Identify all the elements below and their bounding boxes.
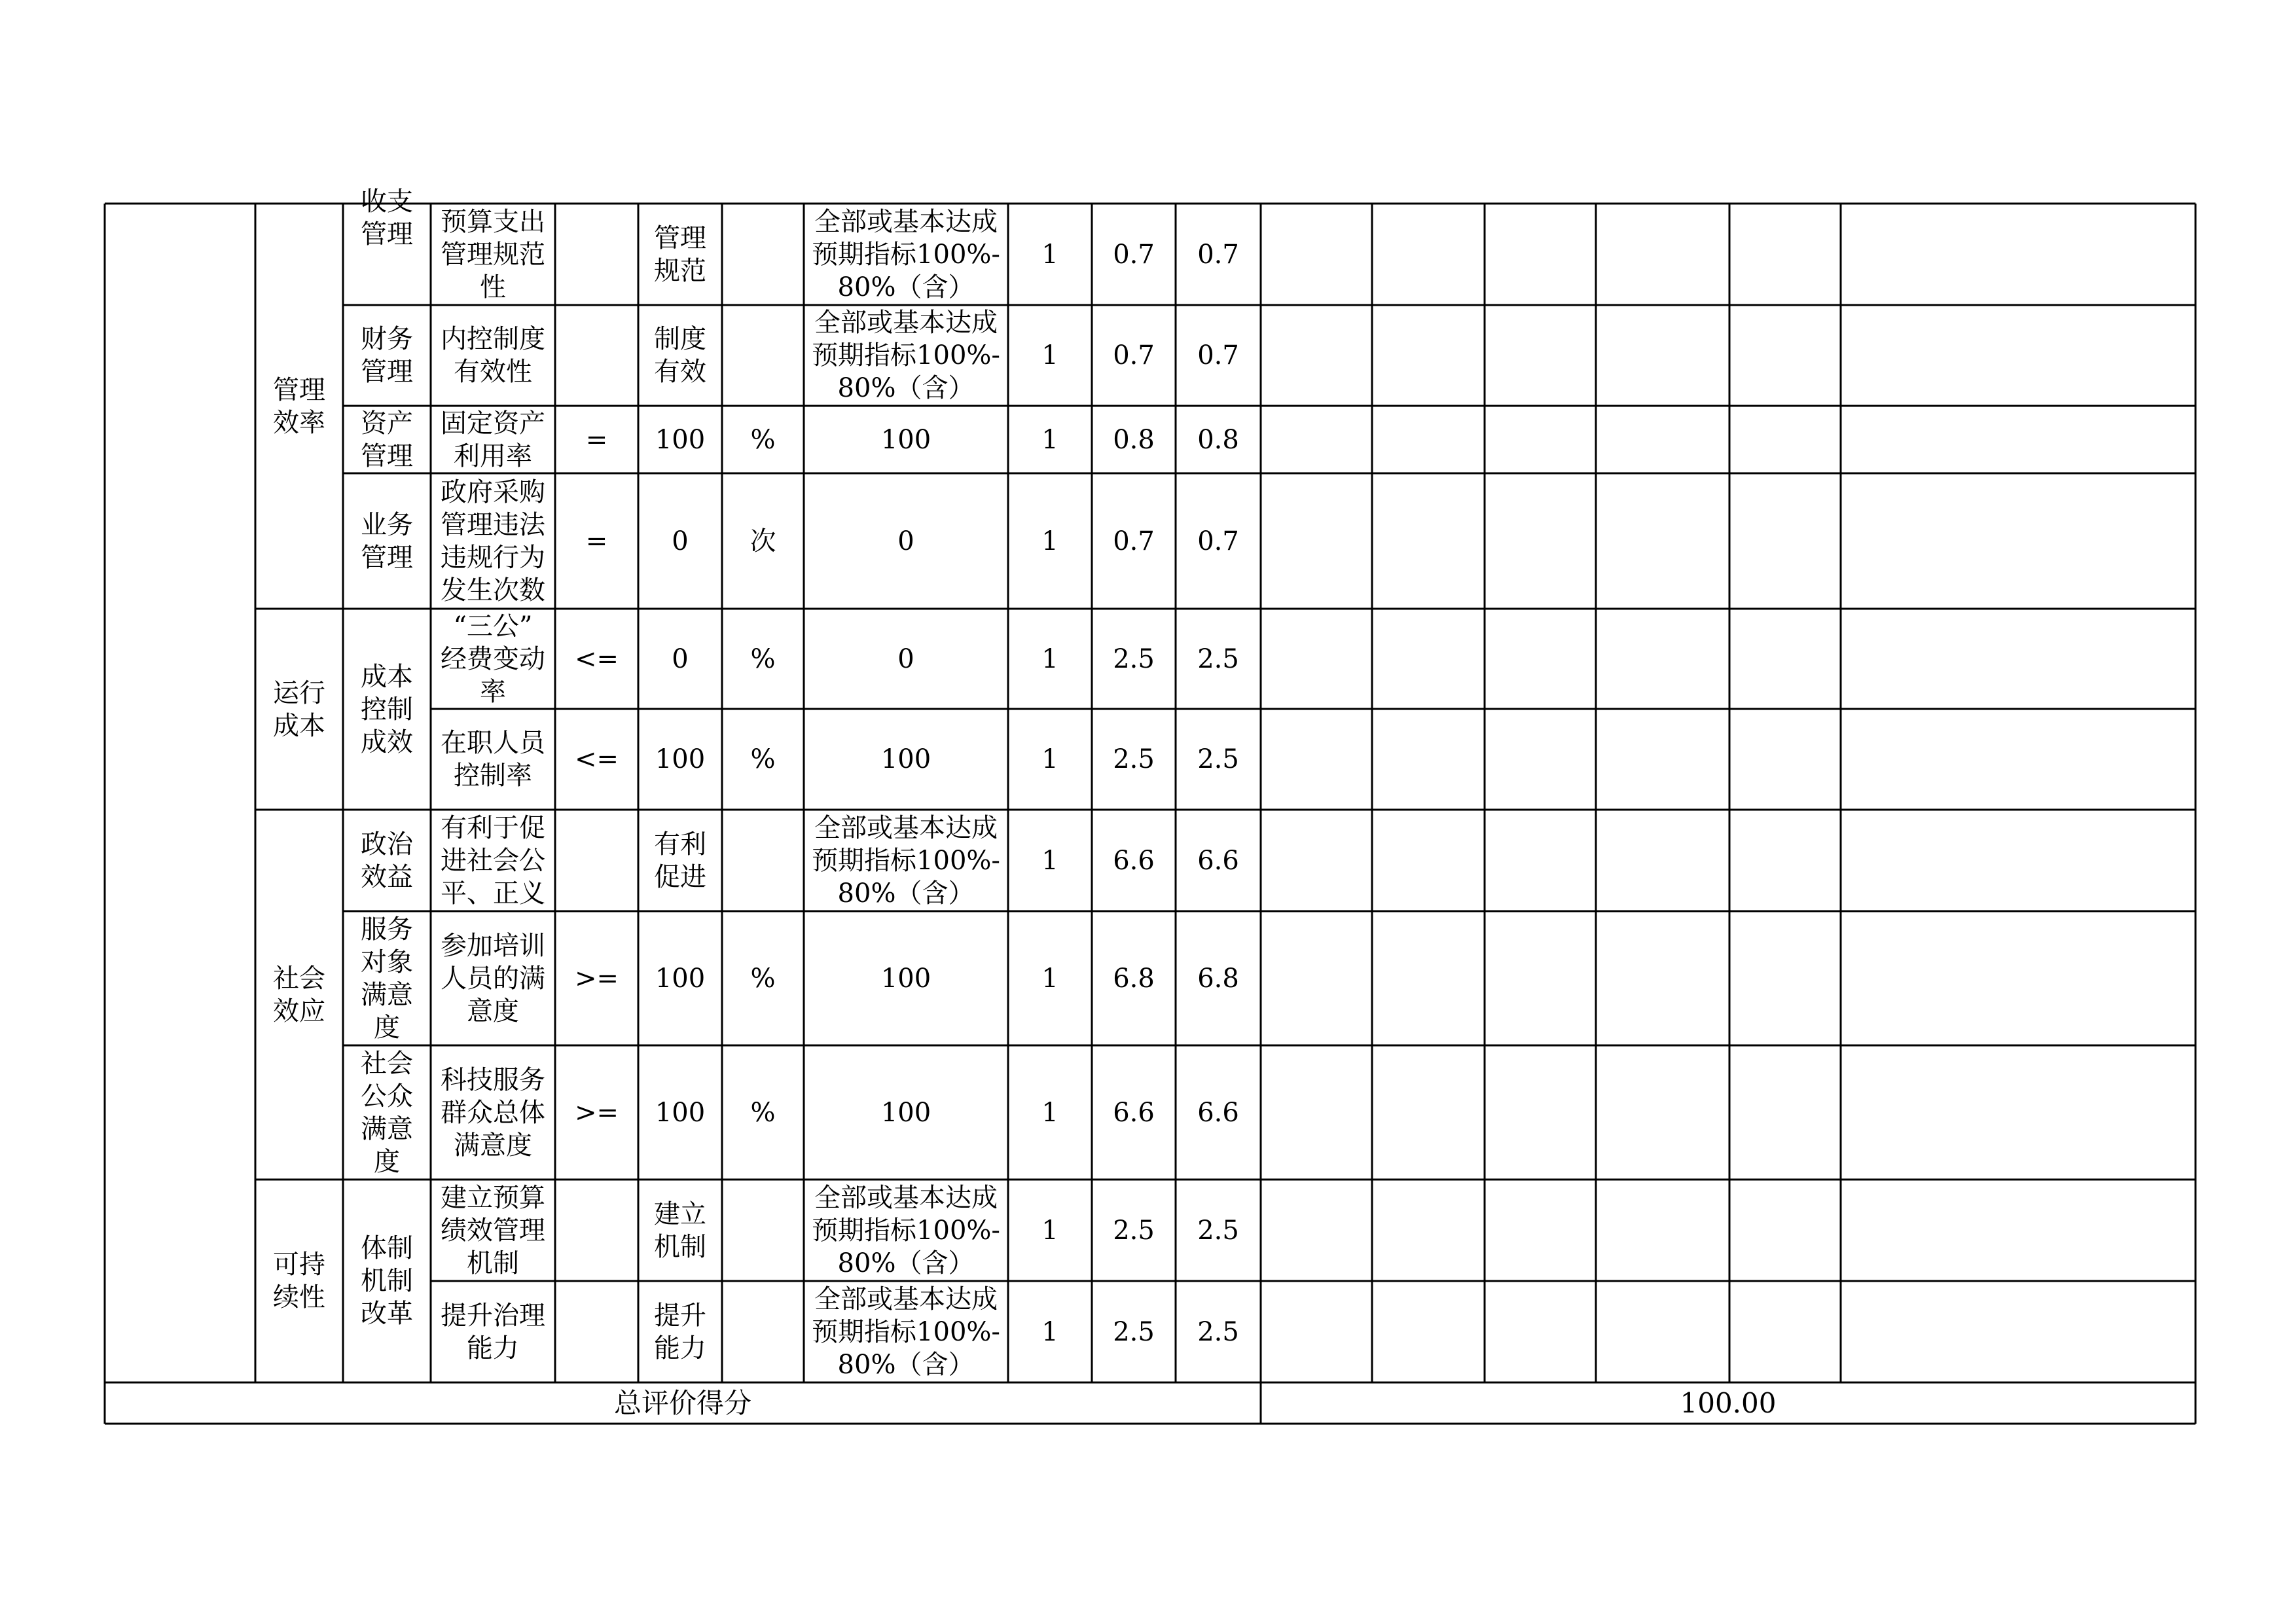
actual-score: 6.6 [1197,845,1239,876]
indicator-name: 政府采购 管理违法 违规行为 发生次数 [441,477,545,605]
weight: 1 [1041,424,1058,455]
actual-score: 2.5 [1197,744,1239,774]
weight: 1 [1041,340,1058,370]
level3-category: 财务 管理 [361,324,413,387]
level2-category: 运行 成本 [273,677,325,741]
actual-score: 2.5 [1197,1316,1239,1347]
weight: 1 [1041,1097,1058,1128]
target-description: 全部或基本达成 预期指标100%- 80%（含） [812,206,1000,302]
level3-category: 体制 机制 改革 [361,1233,413,1329]
target-description: 全部或基本达成 预期指标100%- 80%（含） [812,812,1000,909]
actual-score: 2.5 [1197,643,1239,674]
score: 2.5 [1113,744,1155,774]
weight: 1 [1041,963,1058,994]
score: 6.6 [1113,1097,1155,1128]
target-description: 100 [880,424,931,455]
score: 0.8 [1113,424,1155,455]
score: 0.7 [1113,239,1155,270]
actual-score: 6.6 [1197,1097,1239,1128]
target-description: 0 [897,526,914,556]
indicator-name: 参加培训 人员的满 意度 [441,930,545,1026]
indicator-name: 在职人员 控制率 [441,728,545,791]
comparison-operator: <= [574,744,619,774]
indicator-value: 有利 促进 [654,829,706,892]
weight: 1 [1041,526,1058,556]
level3-category: 资产 管理 [361,408,413,471]
total-score-value: 100.00 [1680,1386,1777,1419]
comparison-operator: <= [574,643,619,674]
level2-category: 管理 效率 [273,374,325,438]
comparison-operator: >= [574,963,619,994]
level3-category: 社会 公众 满意 度 [361,1048,413,1177]
actual-score: 2.5 [1197,1215,1239,1246]
level3-category: 服务 对象 满意 度 [361,914,413,1043]
actual-score: 0.7 [1197,526,1239,556]
comparison-operator: >= [574,1097,619,1128]
score: 2.5 [1113,1316,1155,1347]
indicator-name: 预算支出 管理规范 性 [441,206,545,302]
score: 0.7 [1113,526,1155,556]
indicator-value: 管理 规范 [654,223,706,286]
indicator-value: 0 [672,526,689,556]
indicator-name: “三公” 经费变动 率 [441,611,545,707]
level3-category: 成本 控制 成效 [361,661,413,757]
indicator-name: 提升治理 能力 [441,1300,545,1363]
level3-category: 收支 管理 [361,187,413,249]
score: 2.5 [1113,643,1155,674]
actual-score: 6.8 [1197,963,1239,994]
score: 2.5 [1113,1215,1155,1246]
total-score-label: 总评价得分 [613,1386,751,1419]
indicator-value: 建立 机制 [654,1199,706,1262]
indicator-name: 有利于促 进社会公 平、正义 [441,812,545,909]
unit: % [750,424,776,455]
target-description: 100 [880,744,931,774]
score: 6.6 [1113,845,1155,876]
comparison-operator: = [585,526,608,556]
target-description: 全部或基本达成 预期指标100%- 80%（含） [812,308,1000,403]
weight: 1 [1041,239,1058,270]
indicator-value: 提升 能力 [654,1300,706,1363]
target-description: 100 [880,1097,931,1128]
weight: 1 [1041,845,1058,876]
indicator-name: 固定资产 利用率 [441,408,545,471]
indicator-value: 100 [655,1097,706,1128]
indicator-name: 内控制度 有效性 [441,324,545,387]
target-description: 0 [897,643,914,674]
actual-score: 0.7 [1197,239,1239,270]
indicator-value: 100 [655,744,706,774]
indicator-value: 100 [655,424,706,455]
level3-category: 政治 效益 [361,829,413,892]
unit: % [750,643,776,674]
weight: 1 [1041,744,1058,774]
weight: 1 [1041,643,1058,674]
indicator-value: 0 [672,643,689,674]
unit: % [750,963,776,994]
target-description: 全部或基本达成 预期指标100%- 80%（含） [812,1182,1000,1278]
actual-score: 0.8 [1197,424,1239,455]
actual-score: 0.7 [1197,340,1239,370]
indicator-name: 科技服务 群众总体 满意度 [441,1064,545,1161]
score: 0.7 [1113,340,1155,370]
indicator-name: 建立预算 绩效管理 机制 [441,1182,545,1278]
score: 6.8 [1113,963,1155,994]
target-description: 100 [880,963,931,994]
indicator-value: 100 [655,963,706,994]
level2-category: 可持 续性 [273,1250,325,1312]
weight: 1 [1041,1215,1058,1246]
comparison-operator: = [585,424,608,455]
level3-category: 业务 管理 [361,509,413,573]
unit: 次 [750,526,776,556]
unit: % [750,1097,776,1128]
unit: % [750,744,776,774]
target-description: 全部或基本达成 预期指标100%- 80%（含） [812,1284,1000,1380]
weight: 1 [1041,1316,1058,1347]
indicator-value: 制度 有效 [654,324,706,387]
level2-category: 社会 效应 [273,963,325,1026]
